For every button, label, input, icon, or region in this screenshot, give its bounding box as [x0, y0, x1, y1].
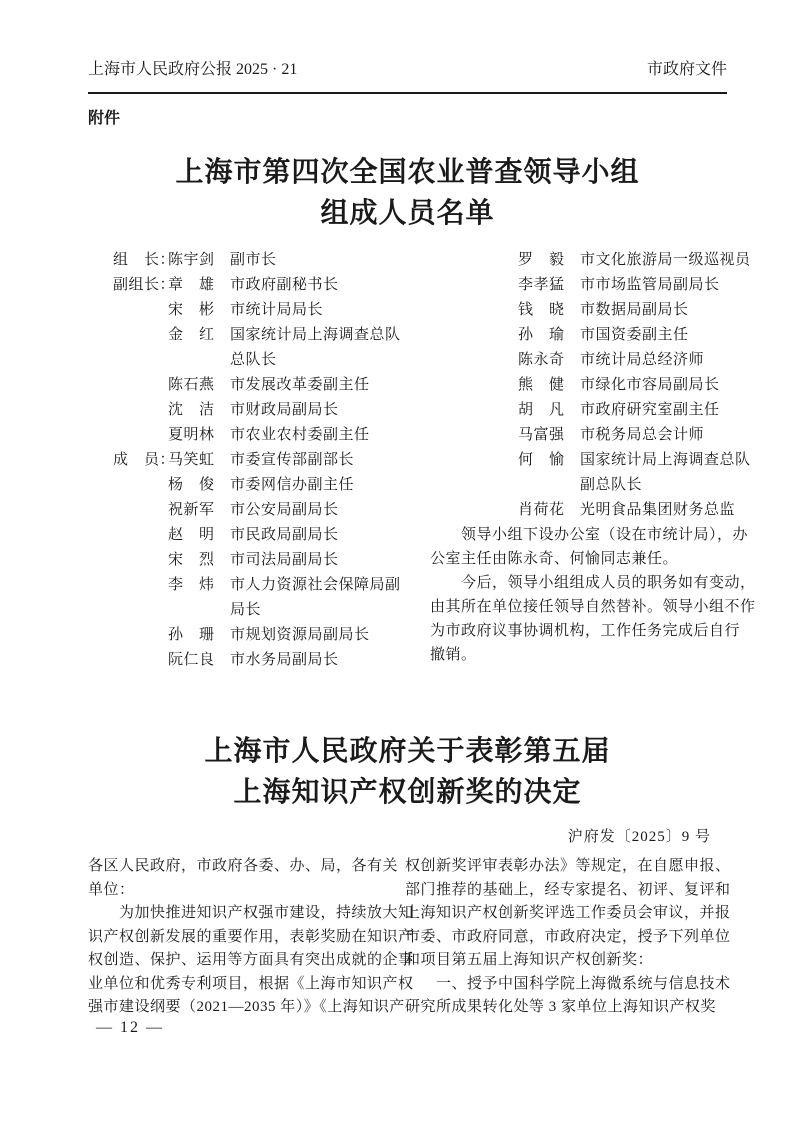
member-entry: [518, 248, 752, 273]
member-title: [230, 623, 415, 648]
member-name: 陈宇剑: [168, 252, 215, 268]
member-title-line1: 市委网信办副主任: [230, 477, 355, 493]
member-title-line1: 国家统计局上海调查总队: [580, 452, 751, 468]
member-title: [230, 248, 415, 273]
member-entry: [113, 648, 415, 673]
member-entry: [113, 523, 415, 548]
member-entry: [113, 623, 415, 648]
member-title: [580, 323, 752, 348]
member-title-line1: 市发展改革委副主任: [230, 377, 370, 393]
member-title-line2: 总队长: [230, 352, 277, 368]
member-entry: [113, 298, 415, 323]
member-title-line1: 市国资委副主任: [580, 327, 689, 343]
member-entry: [518, 273, 752, 298]
member-name: 夏明林: [168, 427, 215, 443]
member-title: [230, 398, 415, 423]
member-title: [580, 423, 752, 448]
member-title: [580, 348, 752, 373]
body-text-line: 强市建设纲要（2021—2035 年）》《上海知识产: [88, 999, 405, 1015]
member-role-label: [113, 398, 168, 423]
member-role-label: [113, 298, 168, 323]
office-note-line: 由其所在单位接任领导自然替补。领导小组不作: [430, 599, 756, 615]
member-entry: [113, 498, 415, 523]
doc2-title: [88, 731, 727, 813]
body-text-line: 业单位和优秀专利项目，根据《上海市知识产权: [88, 975, 414, 992]
body-right-column: [405, 855, 731, 1020]
member-entry: [113, 398, 415, 423]
member-role-label: [113, 573, 168, 623]
member-role-label: [113, 498, 168, 523]
member-title-line1: 市人力资源社会保障局副: [230, 577, 401, 593]
member-title-line1: 市公安局副局长: [230, 502, 339, 518]
member-role-label: [113, 548, 168, 573]
member-name: 钱 晓: [518, 302, 565, 318]
body-text-line: 研究所成果转化处等 3 家单位上海知识产权奖: [405, 999, 717, 1015]
member-entry: [113, 548, 415, 573]
member-title-line1: 市税务局总会计师: [580, 427, 705, 443]
office-note-line: 今后，领导小组组成人员的职务如有变动，: [430, 575, 756, 591]
roster-right-column: [430, 248, 756, 673]
member-role-label: [113, 523, 168, 548]
body-text-line: 各区人民政府，市政府各委、办、局，各有关: [88, 858, 399, 874]
member-entry: [113, 573, 415, 623]
member-title-line2: 副总队长: [580, 477, 643, 493]
member-entry: [518, 498, 752, 523]
member-entry: [113, 448, 415, 473]
member-name: 胡 凡: [518, 402, 565, 418]
member-entry: [113, 473, 415, 498]
census-group-document: [88, 152, 756, 673]
body-text-line: 权创新奖评审表彰办法》等规定，在自愿申报、: [405, 858, 731, 874]
member-name: 宋 烈: [168, 552, 215, 568]
member-entry: [113, 423, 415, 448]
member-title: [580, 448, 752, 498]
body-text-line: 单位：: [88, 881, 135, 898]
body-columns: [88, 855, 731, 1020]
office-note-line: 领导小组下设办公室（设在市统计局），办: [430, 527, 749, 543]
body-text-line: 一、授予中国科学院上海微系统与信息技术: [405, 975, 731, 992]
member-role-label: [113, 473, 168, 498]
doc2-title-line1: 上海市人民政府关于表彰第五届: [204, 736, 611, 767]
member-name: 罗 毅: [518, 252, 565, 268]
member-name: 宋 彬: [168, 302, 215, 318]
member-name: 何 愉: [518, 452, 565, 468]
member-entry: [518, 323, 752, 348]
document-number: 沪府发〔2025〕9 号: [567, 829, 711, 845]
roster-columns: [88, 248, 756, 673]
body-left-column: [88, 855, 414, 1020]
member-entry: [113, 273, 415, 298]
member-title-line1: 市民政局副局长: [230, 527, 339, 543]
member-role-label: 成 员：: [113, 452, 176, 468]
member-title-line1: 市文化旅游局一级巡视员: [580, 252, 751, 268]
member-entry: [518, 398, 752, 423]
member-title-line2: 局长: [230, 602, 262, 618]
body-text-line: 识产权创新发展的重要作用，表彰奖励在知识产: [88, 928, 414, 945]
member-title-line1: 市农业农村委副主任: [230, 427, 370, 443]
member-title: [230, 523, 415, 548]
member-name: 肖荷花: [518, 502, 565, 518]
member-title: [230, 273, 415, 298]
member-name: 马富强: [518, 427, 565, 443]
member-entry: [518, 348, 752, 373]
member-title: [230, 373, 415, 398]
doc1-title-line2: 组成人员名单: [320, 198, 495, 229]
roster-left-column: [88, 248, 415, 673]
member-title-line1: 市财政局副局长: [230, 402, 339, 418]
member-entry: [518, 423, 752, 448]
member-role-label: [113, 648, 168, 673]
member-name: 孙 珊: [168, 627, 215, 643]
member-title-line1: 市统计局局长: [230, 302, 324, 318]
member-name: 金 红: [168, 327, 215, 343]
member-title: [230, 648, 415, 673]
member-title: [580, 298, 752, 323]
member-title: [230, 498, 415, 523]
member-title-line1: 副市长: [230, 252, 277, 268]
member-title: [230, 423, 415, 448]
roster-right-list: [430, 248, 752, 523]
member-entry: [113, 248, 415, 273]
document-category-label: 市政府文件: [646, 61, 727, 78]
member-title-line1: 市政府研究室副主任: [580, 402, 720, 418]
body-text-line: 为加快推进知识产权强市建设，持续放大知: [88, 905, 414, 921]
member-name: 杨 俊: [168, 477, 215, 493]
office-note-line: 为市政府议事协调机构，工作任务完成后自行: [430, 623, 741, 639]
member-name: 陈永奇: [518, 352, 565, 368]
page-header: [88, 0, 727, 94]
body-text-line: 和项目第五届上海知识产权创新奖：: [405, 952, 654, 968]
attachment-label: 附件: [88, 110, 121, 127]
member-entry: [113, 373, 415, 398]
member-title-line1: 市规划资源局副局长: [230, 627, 370, 643]
member-title-line1: 市政府副秘书长: [230, 277, 339, 293]
body-text-line: 市委、市政府同意，市政府决定，授予下列单位: [405, 928, 731, 945]
member-title-line1: 市市场监管局副局长: [580, 277, 720, 293]
body-text-line: 上海知识产权创新奖评选工作委员会审议，并报: [405, 905, 731, 921]
member-role-label: [113, 423, 168, 448]
member-entry: [518, 448, 752, 498]
member-name: 李 炜: [168, 577, 215, 593]
member-role-label: [113, 373, 168, 398]
member-title-line1: 市绿化市容局副局长: [580, 377, 720, 393]
member-title-line1: 市委宣传部副部长: [230, 452, 355, 468]
member-title: [230, 298, 415, 323]
member-role-label: 副组长：: [113, 277, 176, 293]
member-title: [580, 498, 752, 523]
doc1-title: [88, 152, 727, 234]
member-entry: [518, 373, 752, 398]
member-name: 熊 健: [518, 377, 565, 393]
member-role-label: [113, 323, 168, 373]
member-name: 李孝猛: [518, 277, 565, 293]
member-name: 马笑虹: [168, 452, 215, 468]
member-name: 祝新军: [168, 502, 215, 518]
page-number: — 12 —: [96, 1019, 164, 1036]
member-name: 章 雄: [168, 277, 215, 293]
member-title-line1: 市数据局副局长: [580, 302, 689, 318]
member-title-line1: 光明食品集团财务总监: [580, 502, 736, 518]
member-title: [230, 448, 415, 473]
member-title: [230, 573, 415, 623]
member-name: 孙 瑜: [518, 327, 565, 343]
body-text-line: 部门推荐的基础上，经专家提名、初评、复评和: [405, 881, 731, 898]
member-title: [580, 248, 752, 273]
member-entry: [518, 298, 752, 323]
member-name: 沈 洁: [168, 402, 215, 418]
member-entry: [113, 323, 415, 373]
doc2-title-line2: 上海知识产权创新奖的决定: [233, 777, 582, 808]
member-title-line1: 市司法局副局长: [230, 552, 339, 568]
member-name: 阮仁良: [168, 652, 215, 668]
member-title-line1: 国家统计局上海调查总队: [230, 327, 401, 343]
doc1-title-line1: 上海市第四次全国农业普查领导小组: [175, 157, 640, 188]
office-note-line: 公室主任由陈永奇、何愉同志兼任。: [430, 551, 679, 567]
member-title: [230, 548, 415, 573]
body-text-line: 权创造、保护、运用等方面具有突出成就的企事: [88, 952, 414, 968]
ip-award-document: [88, 731, 731, 1020]
office-note: [430, 523, 756, 667]
member-title: [230, 323, 415, 373]
member-role-label: [113, 623, 168, 648]
member-role-label: 组 长：: [113, 252, 176, 268]
member-name: 赵 明: [168, 527, 215, 543]
member-name: 陈石燕: [168, 377, 215, 393]
member-title: [580, 373, 752, 398]
member-title-line1: 市水务局副局长: [230, 652, 339, 668]
member-title-line1: 市统计局总经济师: [580, 352, 705, 368]
gazette-issue-label: 上海市人民政府公报 2025 · 21: [88, 61, 298, 78]
member-title: [580, 273, 752, 298]
member-title: [230, 473, 415, 498]
office-note-line: 撤销。: [430, 647, 477, 663]
member-title: [580, 398, 752, 423]
